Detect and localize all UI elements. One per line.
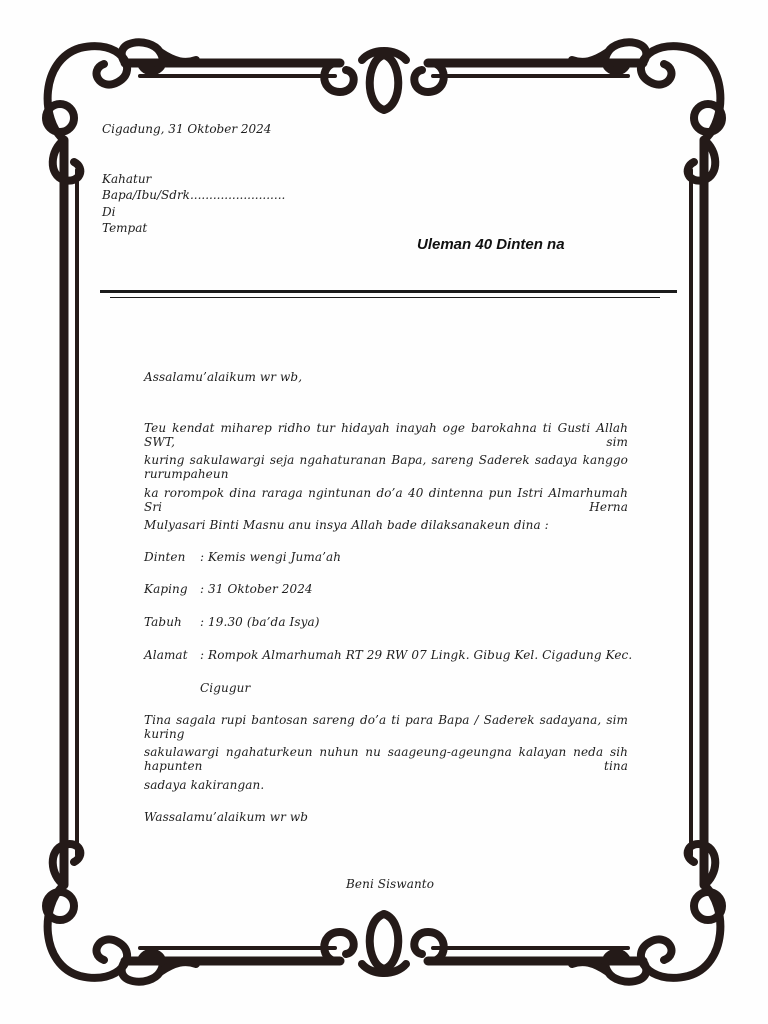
addressee-line-4: Tempat <box>102 221 148 235</box>
intro-line-3: ka rorompok dina raraga ngintunan do’a 40 dintenna pun Istri Almarhumah Sri Herna <box>144 486 628 514</box>
detail-label: Alamat <box>144 648 188 662</box>
detail-row-alamat <box>144 648 632 662</box>
signature-name: Beni Siswanto <box>346 877 435 891</box>
letter-title: Uleman 40 Dinten na <box>417 236 565 253</box>
detail-value: : 31 Oktober 2024 <box>200 582 313 596</box>
frame-left-line <box>64 140 77 885</box>
addressee-line-3: Di <box>102 205 116 219</box>
closing-line-1: Tina sagala rupi bantosan sareng do’a ti para Bapa / Saderek sadayana, sim kuring <box>144 713 628 741</box>
header-divider-thin <box>110 297 660 298</box>
intro-line-2: kuring sakulawargi seja ngahaturanan Bapa, sareng Saderek sadaya kanggo rurumpaheun <box>144 453 628 481</box>
farewell: Wassalamu’alaikum wr wb <box>144 810 309 824</box>
detail-row-tabuh <box>144 615 320 629</box>
center-ornament-top <box>324 51 444 110</box>
place-date: Cigadung, 31 Oktober 2024 <box>102 122 272 136</box>
detail-value: : 19.30 (ba’da Isya) <box>200 615 320 629</box>
salutation: Assalamu’alaikum wr wb, <box>144 370 303 384</box>
frame-top-line <box>125 63 643 76</box>
frame-right-line <box>691 140 704 885</box>
detail-row-dinten <box>144 550 341 564</box>
detail-value: : Rompok Almarhumah RT 29 RW 07 Lingk. Gibug Kel. Cigadung Kec. <box>200 648 633 662</box>
address-continuation: Cigugur <box>200 681 251 695</box>
detail-value: : Kemis wengi Juma’ah <box>200 550 342 564</box>
detail-row-kaping <box>144 582 313 596</box>
header-divider-thick <box>100 290 677 293</box>
detail-label: Kaping <box>144 582 188 596</box>
intro-line-1: Teu kendat miharep ridho tur hidayah inayah oge barokahna ti Gusti Allah SWT, sim <box>144 421 628 449</box>
center-ornament-bottom <box>324 914 444 973</box>
frame-bottom-line <box>125 948 643 961</box>
detail-label: Tabuh <box>144 615 182 629</box>
addressee-line-1: Kahatur <box>102 172 152 186</box>
detail-label: Dinten <box>144 550 186 564</box>
addressee-line-2: Bapa/Ibu/Sdrk......................... <box>102 188 286 202</box>
closing-line-3: sadaya kakirangan. <box>144 778 265 792</box>
intro-line-4: Mulyasari Binti Masnu anu insya Allah bade dilaksanakeun dina : <box>144 518 549 532</box>
closing-line-2: sakulawargi ngahaturkeun nuhun nu saageung-ageungna kalayan neda sih hapunten tina <box>144 745 628 773</box>
